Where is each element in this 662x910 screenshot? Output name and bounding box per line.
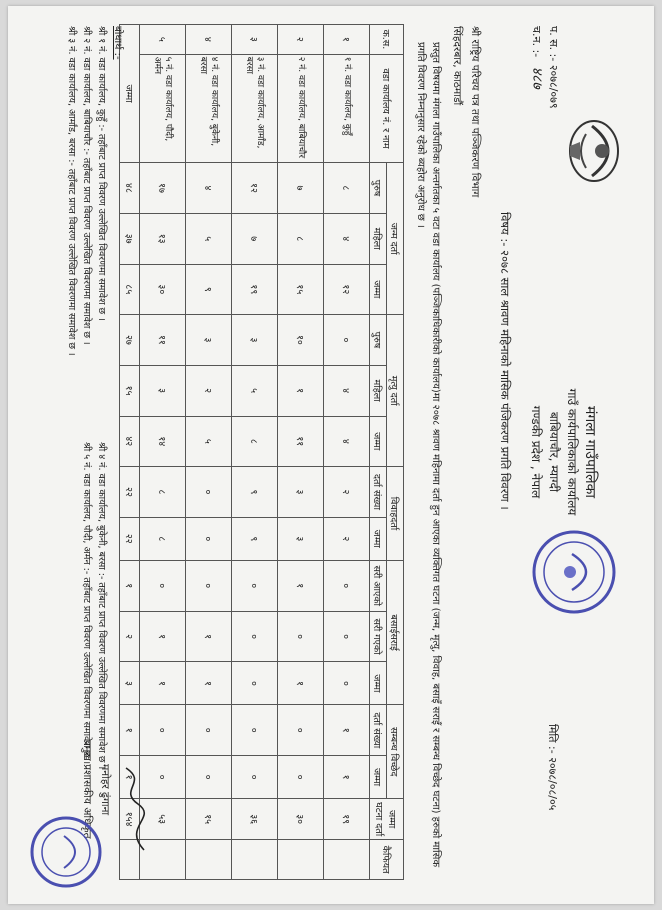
col-ward: वडा कार्यालय नं. र नाम (370, 54, 404, 163)
cell-migration-out: ० (278, 611, 324, 662)
rotated-letter (18, 12, 644, 892)
letter-subject: विषय :- २०७८ साल श्रावण महिनाको मासिक पंजिकरण प्रगति विवरण । (498, 212, 512, 510)
intro-paragraph: प्रस्तुत विषयमा मंगला गाउँपालिका अन्तर्गतका ५ वटा वडा कार्यालय (पञ्जिकाधिकारीको कार्यालय)मा २०७८ श्रावण महिनामा दर्ता हुन आएका व्यक्तिगत घटना (जन्म, मृत्यु, विवाह, बसाइँ सराइँ र सम्बन्ध विच्छेद घटना) हरुको मासिक प्रगति विवरण निम्नानुसार रहेको ब्यहोरा अनुरोध छ । (415, 42, 441, 868)
cell-migration-in: ० (232, 560, 278, 611)
cell-migration-in: ० (324, 560, 370, 611)
cell-total: ३० (278, 799, 324, 840)
cell-total: ५३ (140, 799, 186, 840)
letter-date: मिति :- २०७८/०८/०५ (546, 724, 559, 811)
cell-ward: ५ नं. वडा कार्यालय, पौदी, अर्मन (140, 54, 186, 163)
cell-death-sum: ११ (278, 416, 324, 467)
cell-divorce-count: ० (232, 705, 278, 756)
cc-item: श्री ४ नं. वडा कार्यालय, बुकेनी, बरसा :- तहाँबाट प्राप्त विवरण उल्लेखित विवरणमा समावेश छ । (96, 442, 107, 770)
cell-death-female: २ (186, 365, 232, 416)
patra-sankhya: प. स. :- २०७८/०७९ (547, 26, 560, 109)
table-row (278, 25, 324, 880)
cell-birth-female: ८ (278, 213, 324, 264)
sub-death-female: महिला (370, 365, 387, 416)
cell-death-sum: ४ (324, 416, 370, 467)
office-seal-icon (526, 524, 622, 620)
cell-marriage-count: २ (324, 467, 370, 518)
sub-birth-female: महिला (370, 213, 387, 264)
cell-divorce-count: ० (140, 705, 186, 756)
cell-birth-sum: १२ (324, 264, 370, 315)
cell-birth-male: ४ (186, 163, 232, 214)
registration-table (119, 24, 404, 880)
chalani-value: ४८७ (529, 66, 545, 89)
cell-divorce-sum: १ (324, 756, 370, 799)
office-subtitle: गाउँ कार्यपालिकाको कार्यालय (565, 388, 579, 516)
col-migration: बसाईसराई (387, 560, 404, 705)
cc-heading: बोधार्थ :- (112, 26, 123, 60)
cell-sn: २ (278, 25, 324, 55)
sub-birth-male: पुरुष (370, 163, 387, 214)
cell-remarks (324, 840, 370, 880)
table-row (140, 25, 186, 880)
cell-death-sum: ५ (186, 416, 232, 467)
cell-sn: १ (324, 25, 370, 55)
col-divorce: सम्बन्ध विच्छेद (387, 705, 404, 799)
cell-migration-sum: ० (232, 662, 278, 705)
cell-death-male: २७ (120, 315, 140, 366)
cell-death-female: १ (278, 365, 324, 416)
cell-migration-in: ० (140, 560, 186, 611)
chalani-label: च.न. :- (530, 26, 543, 58)
cell-sn: ४ (186, 25, 232, 55)
cell-sn: ३ (232, 25, 278, 55)
office-province: गण्डकी प्रदेश , नेपाल (529, 405, 543, 499)
sub-birth-sum: जम्मा (370, 264, 387, 315)
sub-death-sum: जम्मा (370, 416, 387, 467)
cc-item: श्री ३ नं. वडा कार्यालय, आर्मांड, बरसा :- तहाँबाट प्राप्त विवरण उल्लेखित विवरणमा समावेश छ । (66, 26, 77, 356)
table-row (232, 25, 278, 880)
cell-marriage-count: ९ (232, 467, 278, 518)
document-page (8, 6, 654, 904)
cell-ward: २ नं. वडा कार्यालय, बाबियाचौर (278, 54, 324, 163)
cell-divorce-sum: ० (186, 756, 232, 799)
cell-death-female: ५ (232, 365, 278, 416)
signatory-title: प्रमुख प्रशासकीय अधिकृत (81, 740, 93, 839)
cell-death-female: १५ (120, 365, 140, 416)
cell-divorce-count: १ (324, 705, 370, 756)
sub-divorce-sum: जम्मा (370, 756, 387, 799)
cell-divorce-count: ० (278, 705, 324, 756)
cell-birth-sum: ९ (186, 264, 232, 315)
chalani-number (528, 26, 545, 109)
cell-migration-sum: ० (324, 662, 370, 705)
cell-total: १५ (186, 799, 232, 840)
cell-sn: ५ (140, 25, 186, 55)
cell-total-label: जम्मा (120, 25, 140, 163)
cell-death-female: ४ (324, 365, 370, 416)
sub-migration-in: सरी आएको (370, 560, 387, 611)
official-stamp-icon (26, 812, 106, 892)
cell-divorce-sum: ० (278, 756, 324, 799)
cell-migration-sum: १ (278, 662, 324, 705)
cell-birth-male: ७ (278, 163, 324, 214)
cell-death-sum: ४२ (120, 416, 140, 467)
cell-marriage-sum: २ (324, 517, 370, 560)
cell-total: १५४ (120, 799, 140, 840)
cell-divorce-sum: १ (120, 756, 140, 799)
cell-marriage-sum: ९ (232, 517, 278, 560)
sub-divorce-count: दर्ता संख्या (370, 705, 387, 756)
cell-birth-sum: ८५ (120, 264, 140, 315)
cc-item: श्री १ नं. वडा कार्यालय, कुहुँ :- तहाँबाट प्राप्त विवरण उल्लेखित विवरणमा समावेश छ । (96, 26, 107, 321)
cell-birth-female: १३ (140, 213, 186, 264)
signature-icon (116, 764, 152, 854)
cell-birth-male: ४८ (120, 163, 140, 214)
addressee-line1: श्री राष्ट्रिय परिचय पत्र तथा पञ्जिकरण विभाग (469, 26, 481, 198)
cell-migration-sum: ३ (120, 662, 140, 705)
cell-death-female: ३ (140, 365, 186, 416)
cell-marriage-count: २२ (120, 467, 140, 518)
cell-migration-out: ० (324, 611, 370, 662)
cell-marriage-sum: ३ (278, 517, 324, 560)
table-row (186, 25, 232, 880)
cell-migration-in: ० (186, 560, 232, 611)
cc-list-left (64, 26, 109, 356)
cell-birth-female: ४ (324, 213, 370, 264)
cell-migration-in: १ (120, 560, 140, 611)
cell-divorce-sum: ० (140, 756, 186, 799)
cell-death-sum: १४ (140, 416, 186, 467)
col-birth: जन्म दर्ता (387, 163, 404, 315)
cell-ward: १ नं. वडा कार्यालय, कुहुँ (324, 54, 370, 163)
sub-death-male: पुरुष (370, 315, 387, 366)
cell-divorce-count: ० (186, 705, 232, 756)
cell-birth-female: ७ (232, 213, 278, 264)
cell-marriage-sum: ० (186, 517, 232, 560)
cell-death-male: १० (278, 315, 324, 366)
cell-marriage-sum: ८ (140, 517, 186, 560)
cell-divorce-sum: ० (232, 756, 278, 799)
cell-total: १९ (324, 799, 370, 840)
table-total-row (120, 25, 140, 880)
cell-remarks (278, 840, 324, 880)
cell-birth-sum: १९ (232, 264, 278, 315)
cell-marriage-sum: २२ (120, 517, 140, 560)
cell-marriage-count: ० (186, 467, 232, 518)
col-marriage: विवाहदर्ता (387, 467, 404, 561)
cell-birth-female: ५ (186, 213, 232, 264)
office-name: मंगला गाउँपालिका (582, 405, 598, 499)
cell-migration-sum: १ (140, 662, 186, 705)
reference-block (528, 26, 562, 109)
cell-migration-out: १ (186, 611, 232, 662)
addressee-line2: सिंहदरबार, काठमाडौं (451, 26, 463, 106)
cell-birth-male: १२ (232, 163, 278, 214)
sub-migration-sum: जम्मा (370, 662, 387, 705)
cell-total: ३६ (232, 799, 278, 840)
table-row (324, 25, 370, 880)
cell-migration-out: १ (140, 611, 186, 662)
cell-death-male: ३ (186, 315, 232, 366)
nepal-emblem-icon (562, 112, 632, 190)
sub-marriage-sum: जम्मा (370, 517, 387, 560)
cell-birth-female: ३७ (120, 213, 140, 264)
cell-birth-male: १७ (140, 163, 186, 214)
sub-migration-out: सरी गएको (370, 611, 387, 662)
cc-list-right (79, 442, 109, 769)
cell-ward: ३ नं. वडा कार्यालय, आर्मांड, बरसा (232, 54, 278, 163)
col-remarks: कैफियत (370, 840, 404, 880)
cell-marriage-count: ८ (140, 467, 186, 518)
cell-migration-sum: १ (186, 662, 232, 705)
col-sn: क.स. (370, 25, 404, 55)
cell-birth-sum: ३० (140, 264, 186, 315)
cc-item: श्री २ नं. वडा कार्यालय, बाबियाचौर :- तहाँबाट प्राप्त विवरण उल्लेखित विवरणमा समावेश छ । (81, 26, 92, 345)
cc-item: श्री ५ नं. वडा कार्यालय, पौदी, अर्मन :- तहाँबाट प्राप्त विवरण उल्लेखित विवरणमा समावेश छ । (81, 442, 92, 765)
col-total: जम्मा घटना दर्ता (370, 799, 404, 840)
sub-marriage-count: दर्ता संख्या (370, 467, 387, 518)
cell-death-male: ० (324, 315, 370, 366)
cell-death-male: ३ (232, 315, 278, 366)
office-address: बाबियाचौर, म्याग्दी (547, 411, 561, 493)
cell-migration-in: १ (278, 560, 324, 611)
cell-migration-out: ० (232, 611, 278, 662)
cell-remarks (232, 840, 278, 880)
cell-birth-sum: १५ (278, 264, 324, 315)
cell-ward: ४ नं. वडा कार्यालय, बुकेनी, बरसा (186, 54, 232, 163)
cell-death-sum: ८ (232, 416, 278, 467)
col-death: मृत्यु दर्ता (387, 315, 404, 467)
cell-migration-out: २ (120, 611, 140, 662)
cell-remarks (186, 840, 232, 880)
signatory-name: मनोहर ढुंगाना (99, 764, 111, 816)
cell-death-male: ११ (140, 315, 186, 366)
cell-birth-male: ८ (324, 163, 370, 214)
cell-marriage-count: ३ (278, 467, 324, 518)
cell-divorce-count: १ (120, 705, 140, 756)
